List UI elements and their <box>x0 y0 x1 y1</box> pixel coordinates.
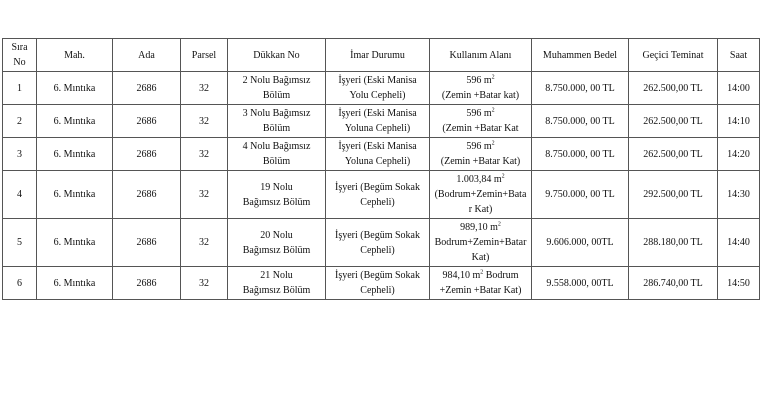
cell-dukkan-line: 20 Nolu <box>260 229 293 241</box>
table-row <box>3 138 760 171</box>
cell-imar-durumu <box>326 72 430 105</box>
cell-imar-durumu <box>326 219 430 267</box>
cell-ada: 2686 <box>113 171 181 219</box>
cell-kullanim-alani <box>430 171 532 219</box>
cell-area-value <box>432 268 529 283</box>
cell-gecici-teminat: 288.180,00 TL <box>629 219 718 267</box>
table-row <box>3 72 760 105</box>
cell-imar-line: Yoluna Cepheli) <box>344 156 411 167</box>
header-row <box>3 39 760 72</box>
cell-saat: 14:10 <box>718 105 760 138</box>
cell-ada: 2686 <box>113 138 181 171</box>
cell-parsel: 32 <box>181 105 228 138</box>
cell-saat: 14:00 <box>718 72 760 105</box>
cell-dukkan-line: 4 Nolu Bağımsız <box>242 141 311 152</box>
cell-gecici-teminat: 262.500,00 TL <box>629 138 718 171</box>
cell-area-value <box>432 106 529 121</box>
cell-area-line: +Zemin +Batar Kat) <box>439 285 522 296</box>
cell-dukkan-line: 3 Nolu Bağımsız <box>242 108 311 119</box>
cell-dukkan-line: Bağımsız Bölüm <box>242 285 311 296</box>
cell-imar-durumu <box>326 171 430 219</box>
cell-imar-line: İşyeri (Begüm Sokak <box>335 229 420 241</box>
area-number: 596 m <box>466 75 492 86</box>
cell-area-line: (Zemin +Batar Kat) <box>440 156 521 167</box>
area-unit-superscript: 2 <box>480 269 484 276</box>
cell-mah: 6. Mıntıka <box>37 171 113 219</box>
cell-mah: 6. Mıntıka <box>37 138 113 171</box>
area-unit-superscript: 2 <box>497 221 501 228</box>
cell-dukkan-no <box>228 267 326 300</box>
header-muhammen-bedel: Muhammen Bedel <box>532 39 629 72</box>
header-dukkan-no: Dükkan No <box>228 39 326 72</box>
cell-area-value <box>432 220 529 235</box>
cell-dukkan-no <box>228 171 326 219</box>
cell-muhammen-bedel: 9.558.000, 00TL <box>532 267 629 300</box>
area-number: 984,10 m <box>442 270 481 281</box>
cell-ada: 2686 <box>113 72 181 105</box>
cell-imar-line: Yoluna Cepheli) <box>344 123 411 134</box>
cell-ada: 2686 <box>113 267 181 300</box>
area-unit-superscript: 2 <box>491 107 495 114</box>
cell-dukkan-line: 21 Nolu <box>260 270 293 281</box>
cell-dukkan-line: Bağımsız Bölüm <box>242 196 311 208</box>
cell-parsel: 32 <box>181 138 228 171</box>
cell-imar-durumu <box>326 138 430 171</box>
cell-dukkan-no <box>228 105 326 138</box>
cell-kullanim-alani <box>430 138 532 171</box>
cell-area-line: Kat) <box>471 252 490 263</box>
cell-sira-no: 2 <box>3 105 37 138</box>
cell-saat: 14:20 <box>718 138 760 171</box>
cell-area-line: (Zemin +Batar kat) <box>441 90 520 101</box>
cell-dukkan-no <box>228 219 326 267</box>
header-kullanim-alani: Kullanım Alanı <box>430 39 532 72</box>
table-body <box>3 72 760 300</box>
cell-mah: 6. Mıntıka <box>37 267 113 300</box>
cell-sira-no: 1 <box>3 72 37 105</box>
cell-mah: 6. Mıntıka <box>37 219 113 267</box>
header-parsel: Parsel <box>181 39 228 72</box>
cell-imar-durumu <box>326 267 430 300</box>
cell-imar-line: İşyeri (Begüm Sokak <box>335 270 420 281</box>
cell-gecici-teminat: 262.500,00 TL <box>629 105 718 138</box>
cell-area-line: (Zemin +Batar Kat <box>442 123 519 134</box>
cell-imar-line: Cepheli) <box>360 285 395 296</box>
area-unit-superscript: 2 <box>501 173 505 180</box>
auction-table <box>2 38 760 300</box>
cell-dukkan-line: Bölüm <box>262 123 291 134</box>
area-number: 596 m <box>466 141 492 152</box>
cell-dukkan-line: Bölüm <box>262 90 291 101</box>
header-gecici-teminat: Geçici Teminat <box>629 39 718 72</box>
cell-ada: 2686 <box>113 219 181 267</box>
cell-kullanim-alani <box>430 219 532 267</box>
header-saat: Saat <box>718 39 760 72</box>
cell-mah: 6. Mıntıka <box>37 105 113 138</box>
area-number: 596 m <box>466 108 492 119</box>
cell-area-line: r Kat) <box>468 204 493 215</box>
area-unit-superscript: 2 <box>491 74 495 81</box>
header-sira-no: Sıra No <box>3 39 37 72</box>
cell-imar-line: İşyeri (Eski Manisa <box>338 108 417 119</box>
cell-saat: 14:30 <box>718 171 760 219</box>
cell-dukkan-line: Bölüm <box>262 156 291 167</box>
cell-dukkan-no <box>228 72 326 105</box>
cell-muhammen-bedel: 8.750.000, 00 TL <box>532 105 629 138</box>
cell-area-value <box>432 139 529 154</box>
cell-imar-line: Cepheli) <box>360 244 395 256</box>
cell-muhammen-bedel: 9.750.000, 00 TL <box>532 171 629 219</box>
table-row <box>3 267 760 300</box>
cell-area-value <box>432 73 529 88</box>
area-number: 989,10 m <box>460 222 498 233</box>
table-row <box>3 105 760 138</box>
cell-area-value <box>432 172 529 187</box>
cell-imar-durumu <box>326 105 430 138</box>
cell-parsel: 32 <box>181 219 228 267</box>
cell-parsel: 32 <box>181 171 228 219</box>
cell-gecici-teminat: 292.500,00 TL <box>629 171 718 219</box>
cell-imar-line: Yolu Cepheli) <box>349 90 406 101</box>
cell-kullanim-alani <box>430 267 532 300</box>
cell-area-line: Bodrum+Zemin+Batar <box>434 237 527 248</box>
header-ada: Ada <box>113 39 181 72</box>
table-row <box>3 219 760 267</box>
cell-imar-line: Cepheli) <box>360 196 395 208</box>
cell-sira-no: 5 <box>3 219 37 267</box>
cell-dukkan-line: Bağımsız Bölüm <box>242 244 311 256</box>
cell-imar-line: İşyeri (Eski Manisa <box>338 75 417 86</box>
cell-gecici-teminat: 262.500,00 TL <box>629 72 718 105</box>
cell-muhammen-bedel: 8.750.000, 00 TL <box>532 138 629 171</box>
cell-saat: 14:40 <box>718 219 760 267</box>
cell-muhammen-bedel: 9.606.000, 00TL <box>532 219 629 267</box>
cell-muhammen-bedel: 8.750.000, 00 TL <box>532 72 629 105</box>
cell-dukkan-no <box>228 138 326 171</box>
header-imar-durumu: İmar Durumu <box>326 39 430 72</box>
area-number: 1.003,84 m <box>456 174 502 185</box>
cell-area-line: (Bodrum+Zemin+Bata <box>434 189 527 200</box>
cell-parsel: 32 <box>181 267 228 300</box>
cell-parsel: 32 <box>181 72 228 105</box>
cell-sira-no: 6 <box>3 267 37 300</box>
cell-dukkan-line: 2 Nolu Bağımsız <box>242 75 311 86</box>
cell-mah: 6. Mıntıka <box>37 72 113 105</box>
cell-dukkan-line: 19 Nolu <box>260 181 293 193</box>
cell-kullanim-alani <box>430 72 532 105</box>
table-row <box>3 171 760 219</box>
cell-imar-line: İşyeri (Begüm Sokak <box>335 181 420 193</box>
cell-kullanim-alani <box>430 105 532 138</box>
area-tail: Bodrum <box>485 270 519 281</box>
header-mah: Mah. <box>37 39 113 72</box>
cell-ada: 2686 <box>113 105 181 138</box>
cell-sira-no: 4 <box>3 171 37 219</box>
area-unit-superscript: 2 <box>491 140 495 147</box>
cell-imar-line: İşyeri (Eski Manisa <box>338 141 417 152</box>
cell-saat: 14:50 <box>718 267 760 300</box>
cell-gecici-teminat: 286.740,00 TL <box>629 267 718 300</box>
cell-sira-no: 3 <box>3 138 37 171</box>
